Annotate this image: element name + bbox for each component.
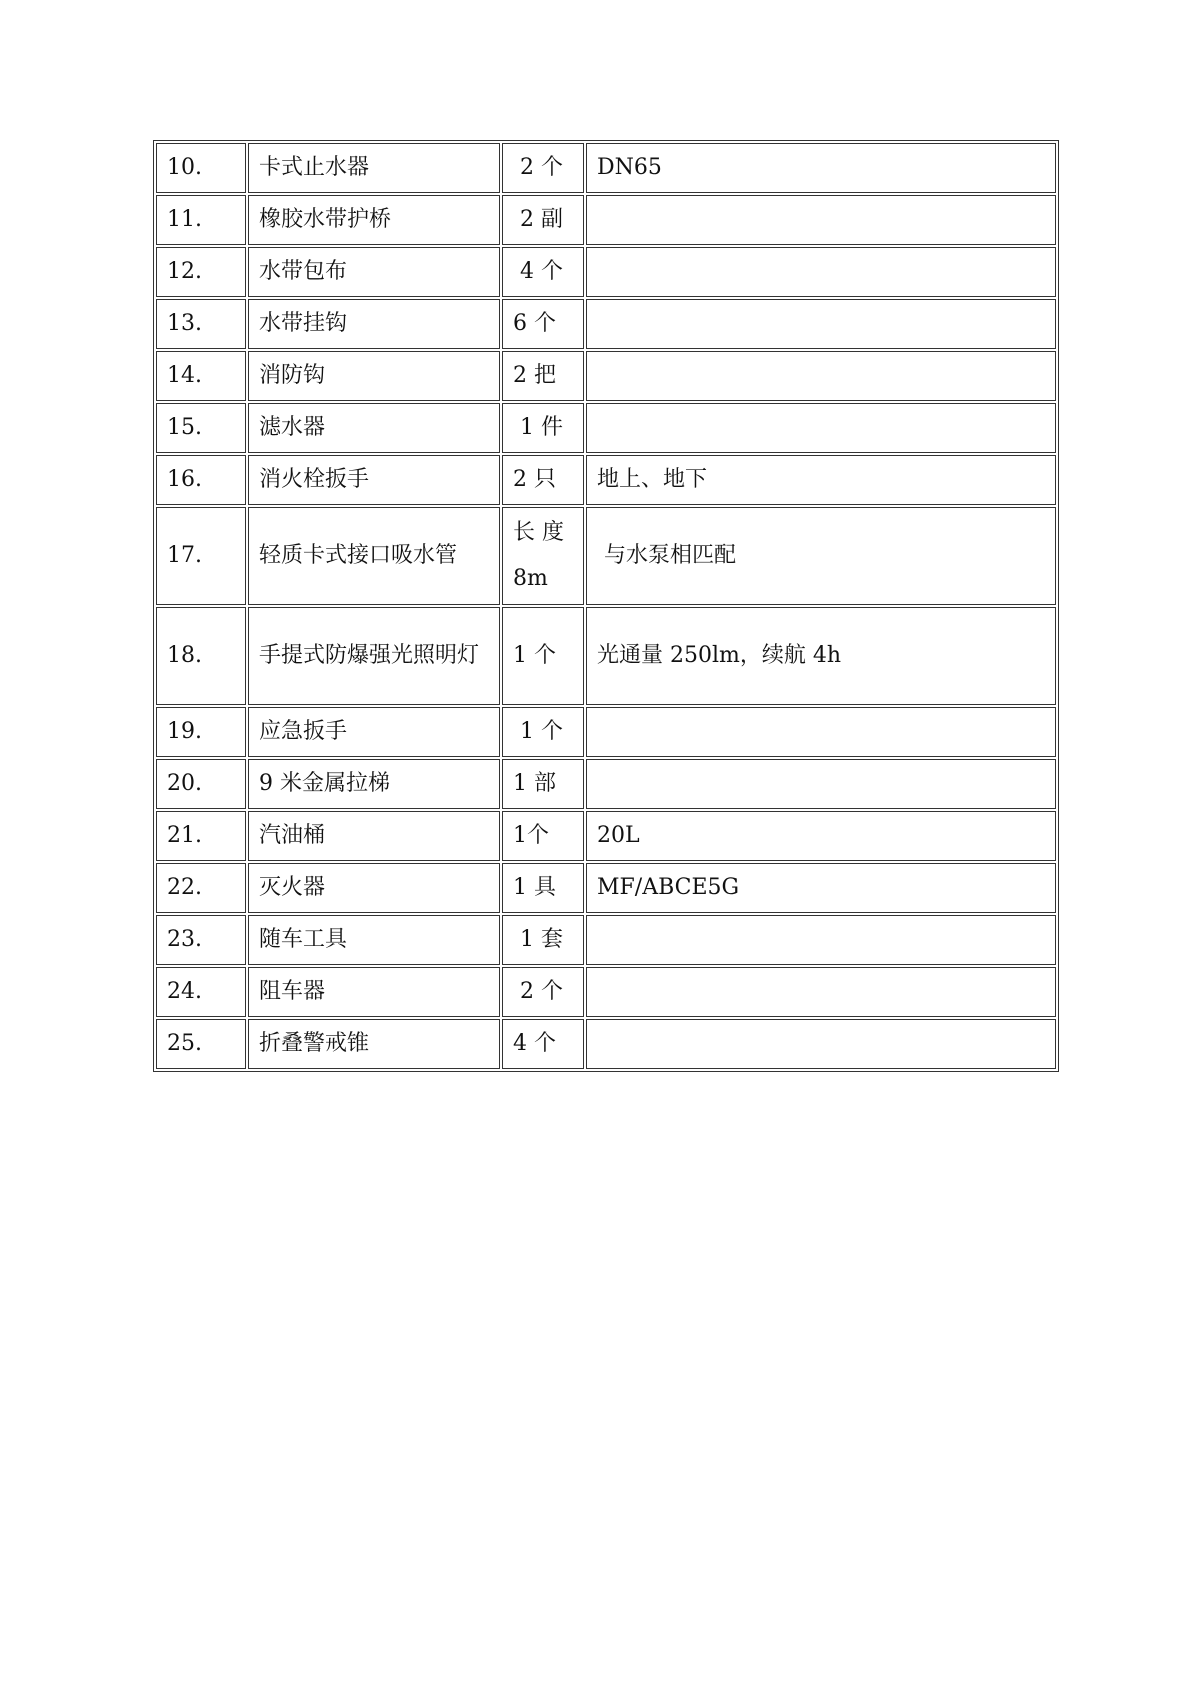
- item-quantity: 4 个: [502, 1019, 584, 1069]
- item-note: [586, 967, 1056, 1017]
- table-row: [156, 967, 1056, 1017]
- item-name: 水带包布: [248, 247, 500, 297]
- table-row: [156, 507, 1056, 605]
- table-row: [156, 351, 1056, 401]
- item-name: 消火栓扳手: [248, 455, 500, 505]
- table-row: [156, 707, 1056, 757]
- item-number: 19.: [156, 707, 246, 757]
- item-quantity: 长 度 8m: [502, 507, 584, 605]
- item-note: [586, 195, 1056, 245]
- item-note: [586, 707, 1056, 757]
- item-note: [586, 915, 1056, 965]
- table-row: [156, 195, 1056, 245]
- item-number: 17.: [156, 507, 246, 605]
- item-note: [586, 351, 1056, 401]
- item-note: 地上、地下: [586, 455, 1056, 505]
- item-name: 随车工具: [248, 915, 500, 965]
- item-number: 13.: [156, 299, 246, 349]
- item-quantity: 2 个: [502, 143, 584, 193]
- item-quantity: 1 个: [502, 607, 584, 705]
- item-number: 11.: [156, 195, 246, 245]
- item-number: 22.: [156, 863, 246, 913]
- item-quantity: 1个: [502, 811, 584, 861]
- item-number: 23.: [156, 915, 246, 965]
- item-note: 光通量 250lm，续航 4h: [586, 607, 1056, 705]
- item-note: [586, 299, 1056, 349]
- table-row: [156, 759, 1056, 809]
- item-quantity: 1 件: [502, 403, 584, 453]
- item-name: 卡式止水器: [248, 143, 500, 193]
- item-note: [586, 759, 1056, 809]
- table-row: [156, 607, 1056, 705]
- item-note: [586, 403, 1056, 453]
- item-quantity: 2 个: [502, 967, 584, 1017]
- item-note: DN65: [586, 143, 1056, 193]
- item-quantity: 2 把: [502, 351, 584, 401]
- item-number: 24.: [156, 967, 246, 1017]
- item-quantity: 1 部: [502, 759, 584, 809]
- item-name: 手提式防爆强光照明灯: [248, 607, 500, 705]
- item-number: 16.: [156, 455, 246, 505]
- item-number: 18.: [156, 607, 246, 705]
- item-quantity: 6 个: [502, 299, 584, 349]
- item-note: [586, 1019, 1056, 1069]
- item-name: 橡胶水带护桥: [248, 195, 500, 245]
- item-note: MF/ABCE5G: [586, 863, 1056, 913]
- table-row: [156, 143, 1056, 193]
- item-quantity: 1 个: [502, 707, 584, 757]
- item-number: 12.: [156, 247, 246, 297]
- item-name: 应急扳手: [248, 707, 500, 757]
- item-quantity: 1 套: [502, 915, 584, 965]
- table-row: [156, 863, 1056, 913]
- item-quantity: 1 具: [502, 863, 584, 913]
- item-number: 21.: [156, 811, 246, 861]
- item-name: 9 米金属拉梯: [248, 759, 500, 809]
- item-note: 与水泵相匹配: [586, 507, 1056, 605]
- item-quantity: 2 只: [502, 455, 584, 505]
- equipment-table-body: [156, 143, 1056, 1069]
- item-note: 20L: [586, 811, 1056, 861]
- table-row: [156, 299, 1056, 349]
- item-name: 灭火器: [248, 863, 500, 913]
- item-name: 水带挂钩: [248, 299, 500, 349]
- item-quantity: 2 副: [502, 195, 584, 245]
- item-name: 阻车器: [248, 967, 500, 1017]
- table-row: [156, 247, 1056, 297]
- item-name: 汽油桶: [248, 811, 500, 861]
- table-row: [156, 1019, 1056, 1069]
- table-row: [156, 915, 1056, 965]
- item-number: 15.: [156, 403, 246, 453]
- table-row: [156, 403, 1056, 453]
- item-quantity: 4 个: [502, 247, 584, 297]
- item-name: 折叠警戒锥: [248, 1019, 500, 1069]
- item-name: 消防钩: [248, 351, 500, 401]
- item-name: 滤水器: [248, 403, 500, 453]
- table-row: [156, 455, 1056, 505]
- item-note: [586, 247, 1056, 297]
- item-number: 25.: [156, 1019, 246, 1069]
- item-number: 14.: [156, 351, 246, 401]
- item-name: 轻质卡式接口吸水管: [248, 507, 500, 605]
- table-row: [156, 811, 1056, 861]
- item-number: 10.: [156, 143, 246, 193]
- equipment-table: [153, 140, 1059, 1072]
- item-number: 20.: [156, 759, 246, 809]
